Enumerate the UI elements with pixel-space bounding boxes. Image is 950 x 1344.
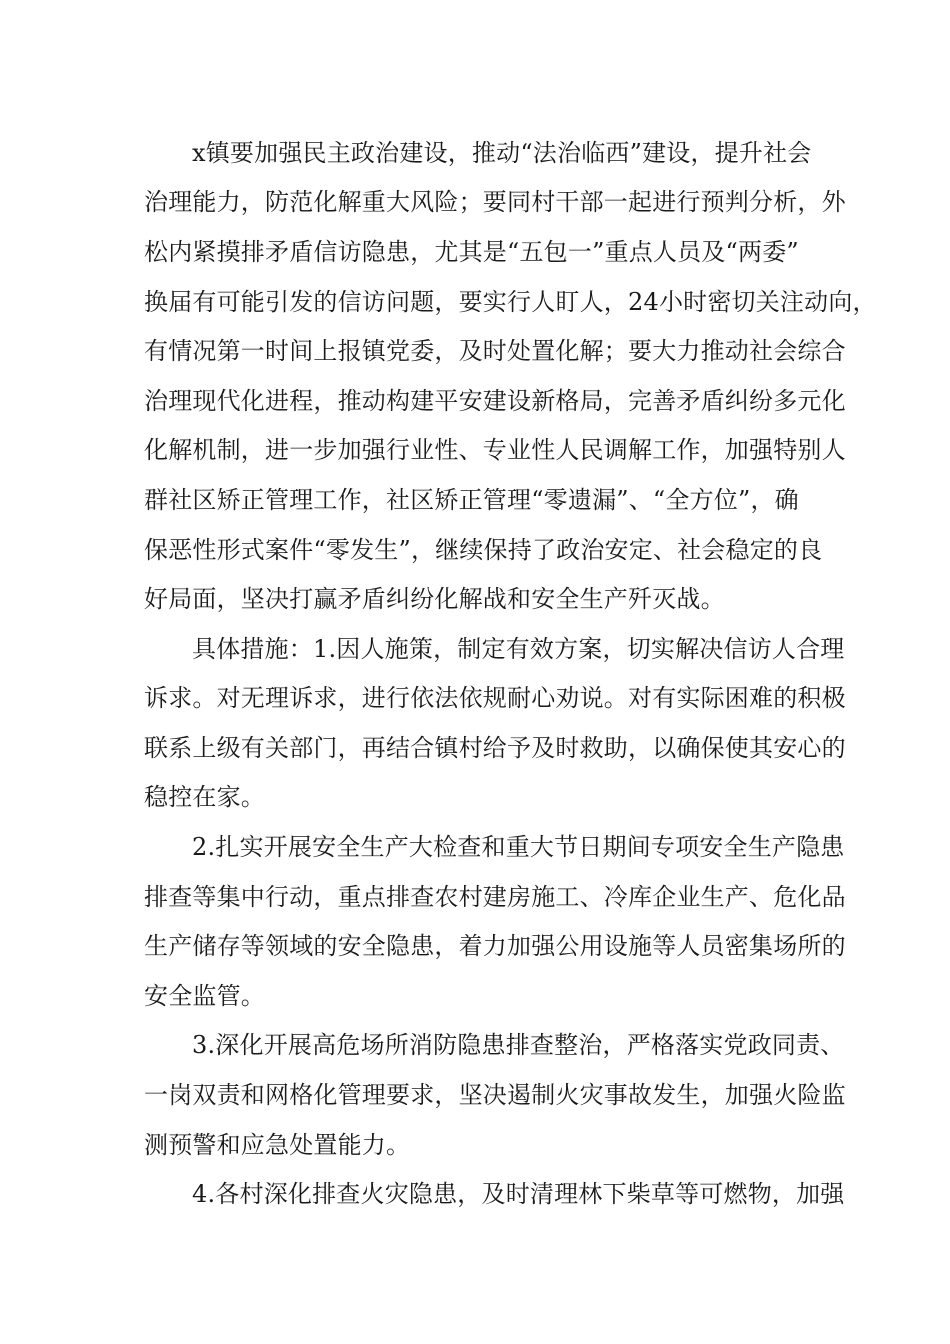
- paragraph-3-line-3: 生产储存等领域的安全隐患，着力加强公用设施等人员密集场所的: [144, 932, 846, 960]
- paragraph-1-line-3: 松内紧摸排矛盾信访隐患，尤其是“五包一”重点人员及“两委”: [144, 238, 799, 266]
- paragraph-1-line-6: 治理现代化进程，推动构建平安建设新格局，完善矛盾纠纷多元化: [144, 387, 846, 415]
- paragraph-1-line-2: 治理能力，防范化解重大风险；要同村干部一起进行预判分析，外: [144, 188, 846, 216]
- paragraph-1-line-4: 换届有可能引发的信访问题，要实行人盯人，24小时密切关注动向，: [144, 288, 877, 316]
- paragraph-1-line-8: 群社区矫正管理工作，社区矫正管理“零遗漏”、“全方位”，确: [144, 486, 799, 514]
- paragraph-3-line-2: 排查等集中行动，重点排查农村建房施工、冷库企业生产、危化品: [144, 883, 846, 911]
- paragraph-4-line-3: 测预警和应急处置能力。: [144, 1131, 411, 1159]
- paragraph-2-line-3: 联系上级有关部门，再结合镇村给予及时救助，以确保使其安心的: [144, 734, 846, 762]
- paragraph-2-line-2: 诉求。对无理诉求，进行依法依规耐心劝说。对有实际困难的积极: [144, 684, 846, 712]
- paragraph-2-line-1: 具体措施：1.因人施策，制定有效方案，切实解决信访人合理: [192, 635, 845, 663]
- paragraph-2-line-4: 稳控在家。: [144, 783, 265, 811]
- paragraph-5-line-1: 4.各村深化排查火灾隐患，及时清理林下柴草等可燃物，加强: [192, 1180, 845, 1208]
- paragraph-3-line-1: 2.扎实开展安全生产大检查和重大节日期间专项安全生产隐患: [192, 833, 845, 861]
- paragraph-1-line-5: 有情况第一时间上报镇党委，及时处置化解；要大力推动社会综合: [144, 337, 846, 365]
- paragraph-3-line-4: 安全监管。: [144, 982, 265, 1010]
- paragraph-1-line-9: 保恶性形式案件“零发生”，继续保持了政治安定、社会稳定的良: [144, 536, 823, 564]
- paragraph-1-line-1: x镇要加强民主政治建设，推动“法治临西”建设，提升社会: [192, 139, 812, 167]
- paragraph-1-line-10: 好局面，坚决打赢矛盾纠纷化解战和安全生产歼灭战。: [144, 585, 725, 613]
- paragraph-1-line-7: 化解机制，进一步加强行业性、专业性人民调解工作，加强特别人: [144, 436, 846, 464]
- paragraph-4-line-2: 一岗双责和网格化管理要求，坚决遏制火灾事故发生，加强火险监: [144, 1081, 846, 1109]
- paragraph-4-line-1: 3.深化开展高危场所消防隐患排查整治，严格落实党政同责、: [192, 1031, 845, 1059]
